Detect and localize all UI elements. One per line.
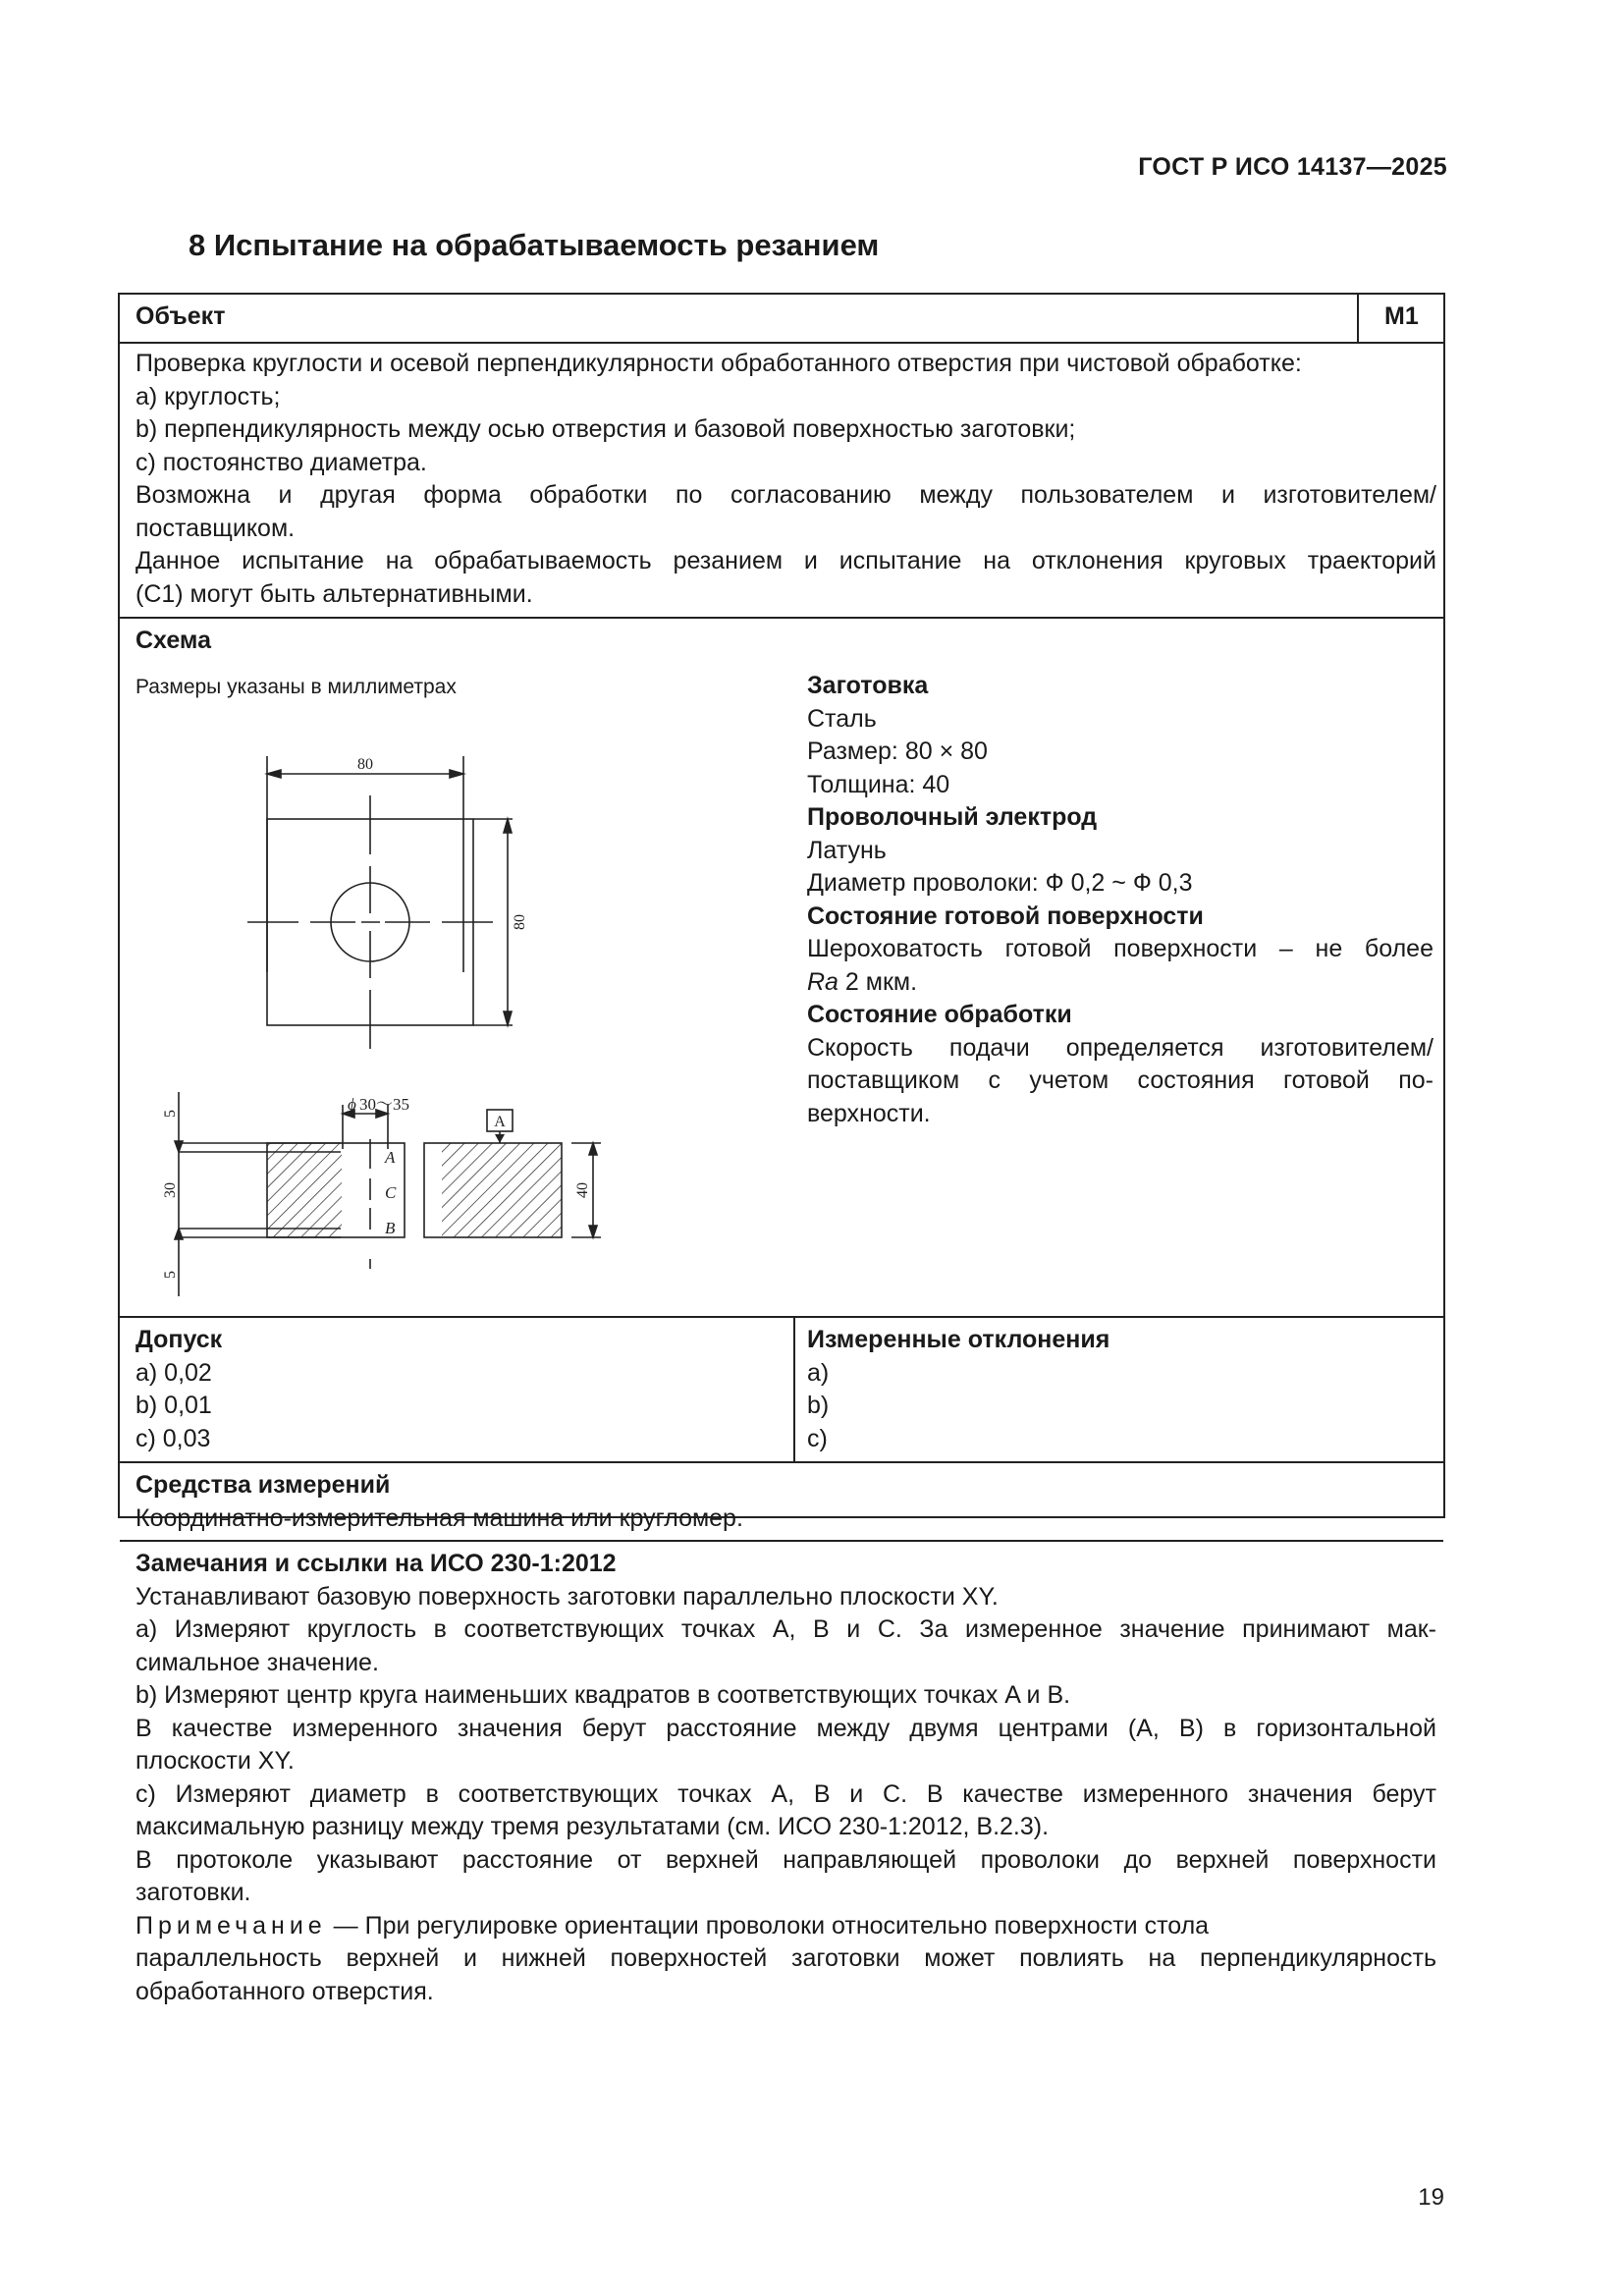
dim-hole-label: 30～35 — [359, 1095, 409, 1114]
object-line: a) круглость; — [135, 382, 281, 410]
code-divider — [1357, 295, 1359, 342]
spec-surface-roughness — [807, 966, 1434, 1000]
spec-electrode-title: Проволочный электрод — [807, 803, 1098, 831]
test-table — [118, 293, 1445, 2005]
tolerance-item: b) 0,01 — [135, 1392, 212, 1419]
point-a-label: A — [385, 1148, 396, 1167]
section-hatch-left — [267, 1143, 342, 1237]
row-divider — [120, 1540, 1443, 1542]
remarks-line: c) Измеряют диаметр в соответствующих точках A, B и C. В качестве измеренного значения берут — [135, 1779, 1436, 1808]
remarks-line: плоскости XY. — [135, 1747, 295, 1775]
measured-cell — [807, 1324, 1109, 1455]
object-description — [135, 348, 1436, 611]
measured-item: c) — [807, 1424, 828, 1452]
spec-wire-diameter: Диаметр проволоки: Ф 0,2 ~ Ф 0,3 — [807, 869, 1193, 897]
workpiece-spec — [807, 670, 1434, 1130]
instruments-label: Средства измерений — [135, 1471, 391, 1499]
dim-top-label: 5 — [162, 1110, 179, 1118]
spec-workpiece-title: Заготовка — [807, 672, 929, 699]
measured-item: b) — [807, 1392, 830, 1419]
remarks-line: В протоколе указывают расстояние от верхней направляющей проволоки до верхней поверхности — [135, 1845, 1436, 1874]
object-line: (С1) могут быть альтернативными. — [135, 579, 533, 608]
test-code: М1 — [1384, 302, 1419, 330]
spec-processing-line: Скорость подачи определяется изготовителем/ — [807, 1033, 1434, 1062]
note-text: — При регулировке ориентации проволоки относительно поверхности стола — [326, 1911, 1210, 1940]
spec-processing-title: Состояние обработки — [807, 1001, 1072, 1028]
remarks-line: b) Измеряют центр круга наименьших квадратов в соответствующих точках A и B. — [135, 1681, 1071, 1709]
measured-item: a) — [807, 1358, 830, 1387]
spec-thickness: Толщина: 40 — [807, 770, 950, 798]
tolerance-item: c) 0,03 — [135, 1424, 211, 1452]
row-divider — [120, 1316, 1443, 1318]
row-divider — [120, 617, 1443, 619]
spec-surface-title: Состояние готовой поверхности — [807, 902, 1204, 930]
instruments-cell — [135, 1469, 743, 1535]
note-label: Примечание — [135, 1911, 327, 1940]
dim-thickness-label: 40 — [574, 1182, 591, 1198]
object-line: поставщиком. — [135, 514, 296, 542]
spec-size: Размер: 80 × 80 — [807, 738, 988, 765]
scheme-label: Схема — [135, 627, 211, 654]
object-line: Проверка круглости и осевой перпендикулярности обработанного отверстия при чистовой обработке: — [135, 350, 1302, 377]
spec-material: Сталь — [807, 704, 877, 733]
row-divider — [120, 1461, 1443, 1463]
dim-height-label: 80 — [512, 914, 528, 930]
tolerance-cell — [135, 1324, 222, 1455]
tolerance-item: a) 0,02 — [135, 1358, 212, 1387]
column-divider — [793, 1316, 795, 1461]
spec-processing-line: поставщиком с учетом состояния готовой по- — [807, 1066, 1434, 1094]
note-line: обработанного отверстия. — [135, 1977, 434, 2005]
datum-label: A — [494, 1114, 506, 1130]
spec-ra-value: 2 мкм. — [838, 967, 918, 996]
spec-surface-line: Шероховатость готовой поверхности – не более — [807, 935, 1434, 962]
remarks-line: заготовки. — [135, 1879, 251, 1906]
dim-width-label: 80 — [357, 756, 373, 773]
tolerance-label: Допуск — [135, 1326, 223, 1353]
point-b-label: B — [385, 1219, 396, 1237]
instruments-text: Координатно-измерительная машина или кругломер. — [135, 1503, 743, 1532]
section-title: 8 Испытание на обрабатываемость резанием — [189, 228, 880, 262]
object-line: Данное испытание на обрабатываемость резанием и испытание на отклонения круговых траекторий — [135, 547, 1436, 574]
document-id: ГОСТ Р ИСО 14137—2025 — [1138, 153, 1447, 181]
remarks-note — [135, 1910, 1436, 1943]
dim-mid-label: 30 — [162, 1182, 179, 1198]
units-note: Размеры указаны в миллиметрах — [135, 676, 457, 698]
measured-label: Измеренные отклонения — [807, 1326, 1110, 1353]
object-line: Возможна и другая форма обработки по согласованию между пользователем и изготовителем/ — [135, 481, 1436, 509]
remarks-line: Устанавливают базовую поверхность заготовки параллельно плоскости XY. — [135, 1582, 999, 1611]
remarks-line: a) Измеряют круглость в соответствующих точках A, B и C. За измеренное значение принимают мак- — [135, 1615, 1436, 1643]
remarks-label: Замечания и ссылки на ИСО 230-1:2012 — [135, 1550, 617, 1577]
workpiece-drawing — [162, 717, 807, 1306]
remarks-cell — [135, 1548, 1436, 2008]
row-divider — [120, 342, 1443, 344]
page-number: 19 — [1418, 2184, 1444, 2211]
spec-electrode-material: Латунь — [807, 836, 887, 864]
spec-ra-symbol: Ra — [807, 967, 839, 996]
note-line: параллельность верхней и нижней поверхностей заготовки может повлиять на перпендикулярность — [135, 1944, 1436, 1972]
point-c-label: C — [385, 1183, 397, 1202]
section-hatch-right — [442, 1143, 562, 1237]
remarks-line: В качестве измеренного значения берут расстояние между двумя центрами (A, B) в горизонтальной — [135, 1714, 1436, 1742]
object-label: Объект — [135, 302, 226, 330]
hole-diameter-symbol: ϕ — [348, 1095, 356, 1114]
spec-processing-line: верхности. — [807, 1099, 931, 1127]
remarks-line: симальное значение. — [135, 1648, 379, 1676]
remarks-line: максимальную разницу между тремя результатами (см. ИСО 230-1:2012, B.2.3). — [135, 1813, 1050, 1840]
dim-bottom-label: 5 — [162, 1271, 179, 1279]
object-line: b) перпендикулярность между осью отверстия и базовой поверхностью заготовки; — [135, 415, 1076, 443]
object-line: c) постоянство диаметра. — [135, 448, 427, 476]
